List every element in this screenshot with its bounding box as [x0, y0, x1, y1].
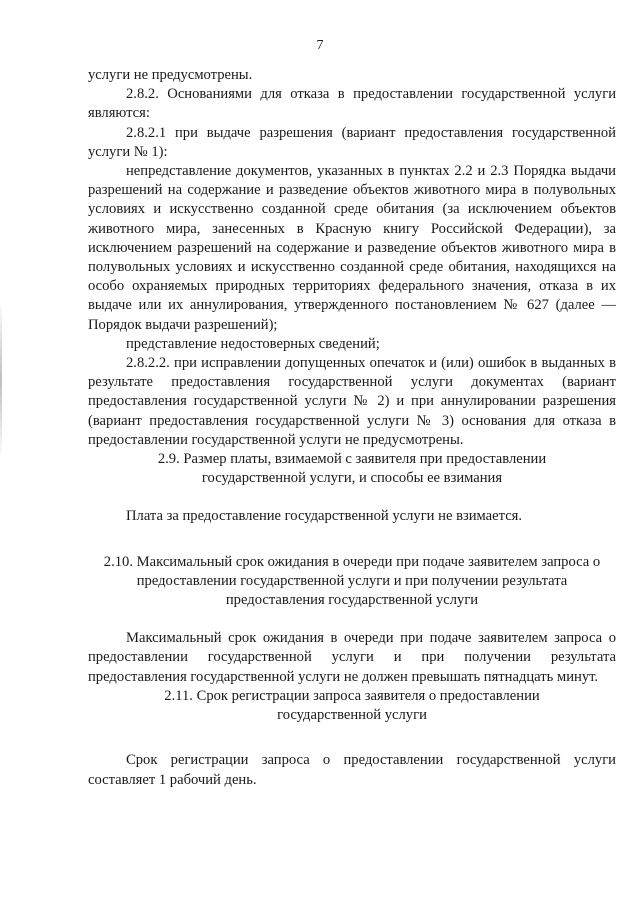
paragraph-continuation: услуги не предусмотрены. [88, 67, 253, 83]
scan-edge-shadow [0, 300, 2, 460]
paragraph-false-info: представление недостоверных сведений; [126, 335, 380, 352]
paragraph-wait-time: Максимальный срок ожидания в очереди при подаче заявителем запроса о предоставлении государственной услуги и при получении результата предоставления государственной услуги не должен превышать пятнадцать минут. [88, 630, 616, 685]
paragraph-2-8-2: 2.8.2. Основаниями для отказа в предоставлении государственной услуги являются: [88, 86, 616, 122]
section-heading-2-10: 2.10. Максимальный срок ожидания в очереди при подаче заявителем запроса о предоставлении государственной услуги и при получении результата предоставления государственной услуги [103, 553, 601, 609]
page-number: 7 [316, 38, 324, 53]
paragraph-fee: Плата за предоставление государственной услуги не взимается. [126, 508, 523, 525]
paragraph-non-submission: непредставление документов, указанных в пунктах 2.2 и 2.3 Порядка выдачи разрешений на содержание и разведение объектов животного мира в полувольных условиях и искусственно созданной среде обитания (за исключением объектов животного мира, занесенных в Красную книгу Российской Федерации), за исключением разрешений на содержание и разведение объектов животного мира в полувольных условиях и искусственно созданной среде обитания, находящихся на особо охраняемых природных территориях федерального значения, отказа в их выдаче или их аннулирования, утвержденного постановлением № 627 (далее — Порядок выдачи разрешений); [88, 163, 616, 333]
section-heading-2-11: 2.11. Срок регистрации запроса заявителя о предоставлении государственной услуги [164, 687, 540, 724]
paragraph-2-8-2-2: 2.8.2.2. при исправлении допущенных опечаток и (или) ошибок в выданных в результате предоставления государственной услуги документах (вариант предоставления государственной услуги № 2) и при аннулировании разрешения (вариант предоставления государственной услуги № 3) основания для отказа в предоставлении государственной услуги не предусмотрены. [88, 355, 616, 448]
paragraph-registration-time: Срок регистрации запроса о предоставлении государственной услуги составляет 1 рабочий день. [88, 752, 616, 788]
section-heading-2-9: 2.9. Размер платы, взимаемой с заявителя при предоставлении государственной услуги, и способы ее взимания [157, 451, 547, 487]
paragraph-2-8-2-1: 2.8.2.1 при выдаче разрешения (вариант предоставления государственной услуги № 1): [88, 124, 616, 160]
document-body [88, 66, 616, 790]
